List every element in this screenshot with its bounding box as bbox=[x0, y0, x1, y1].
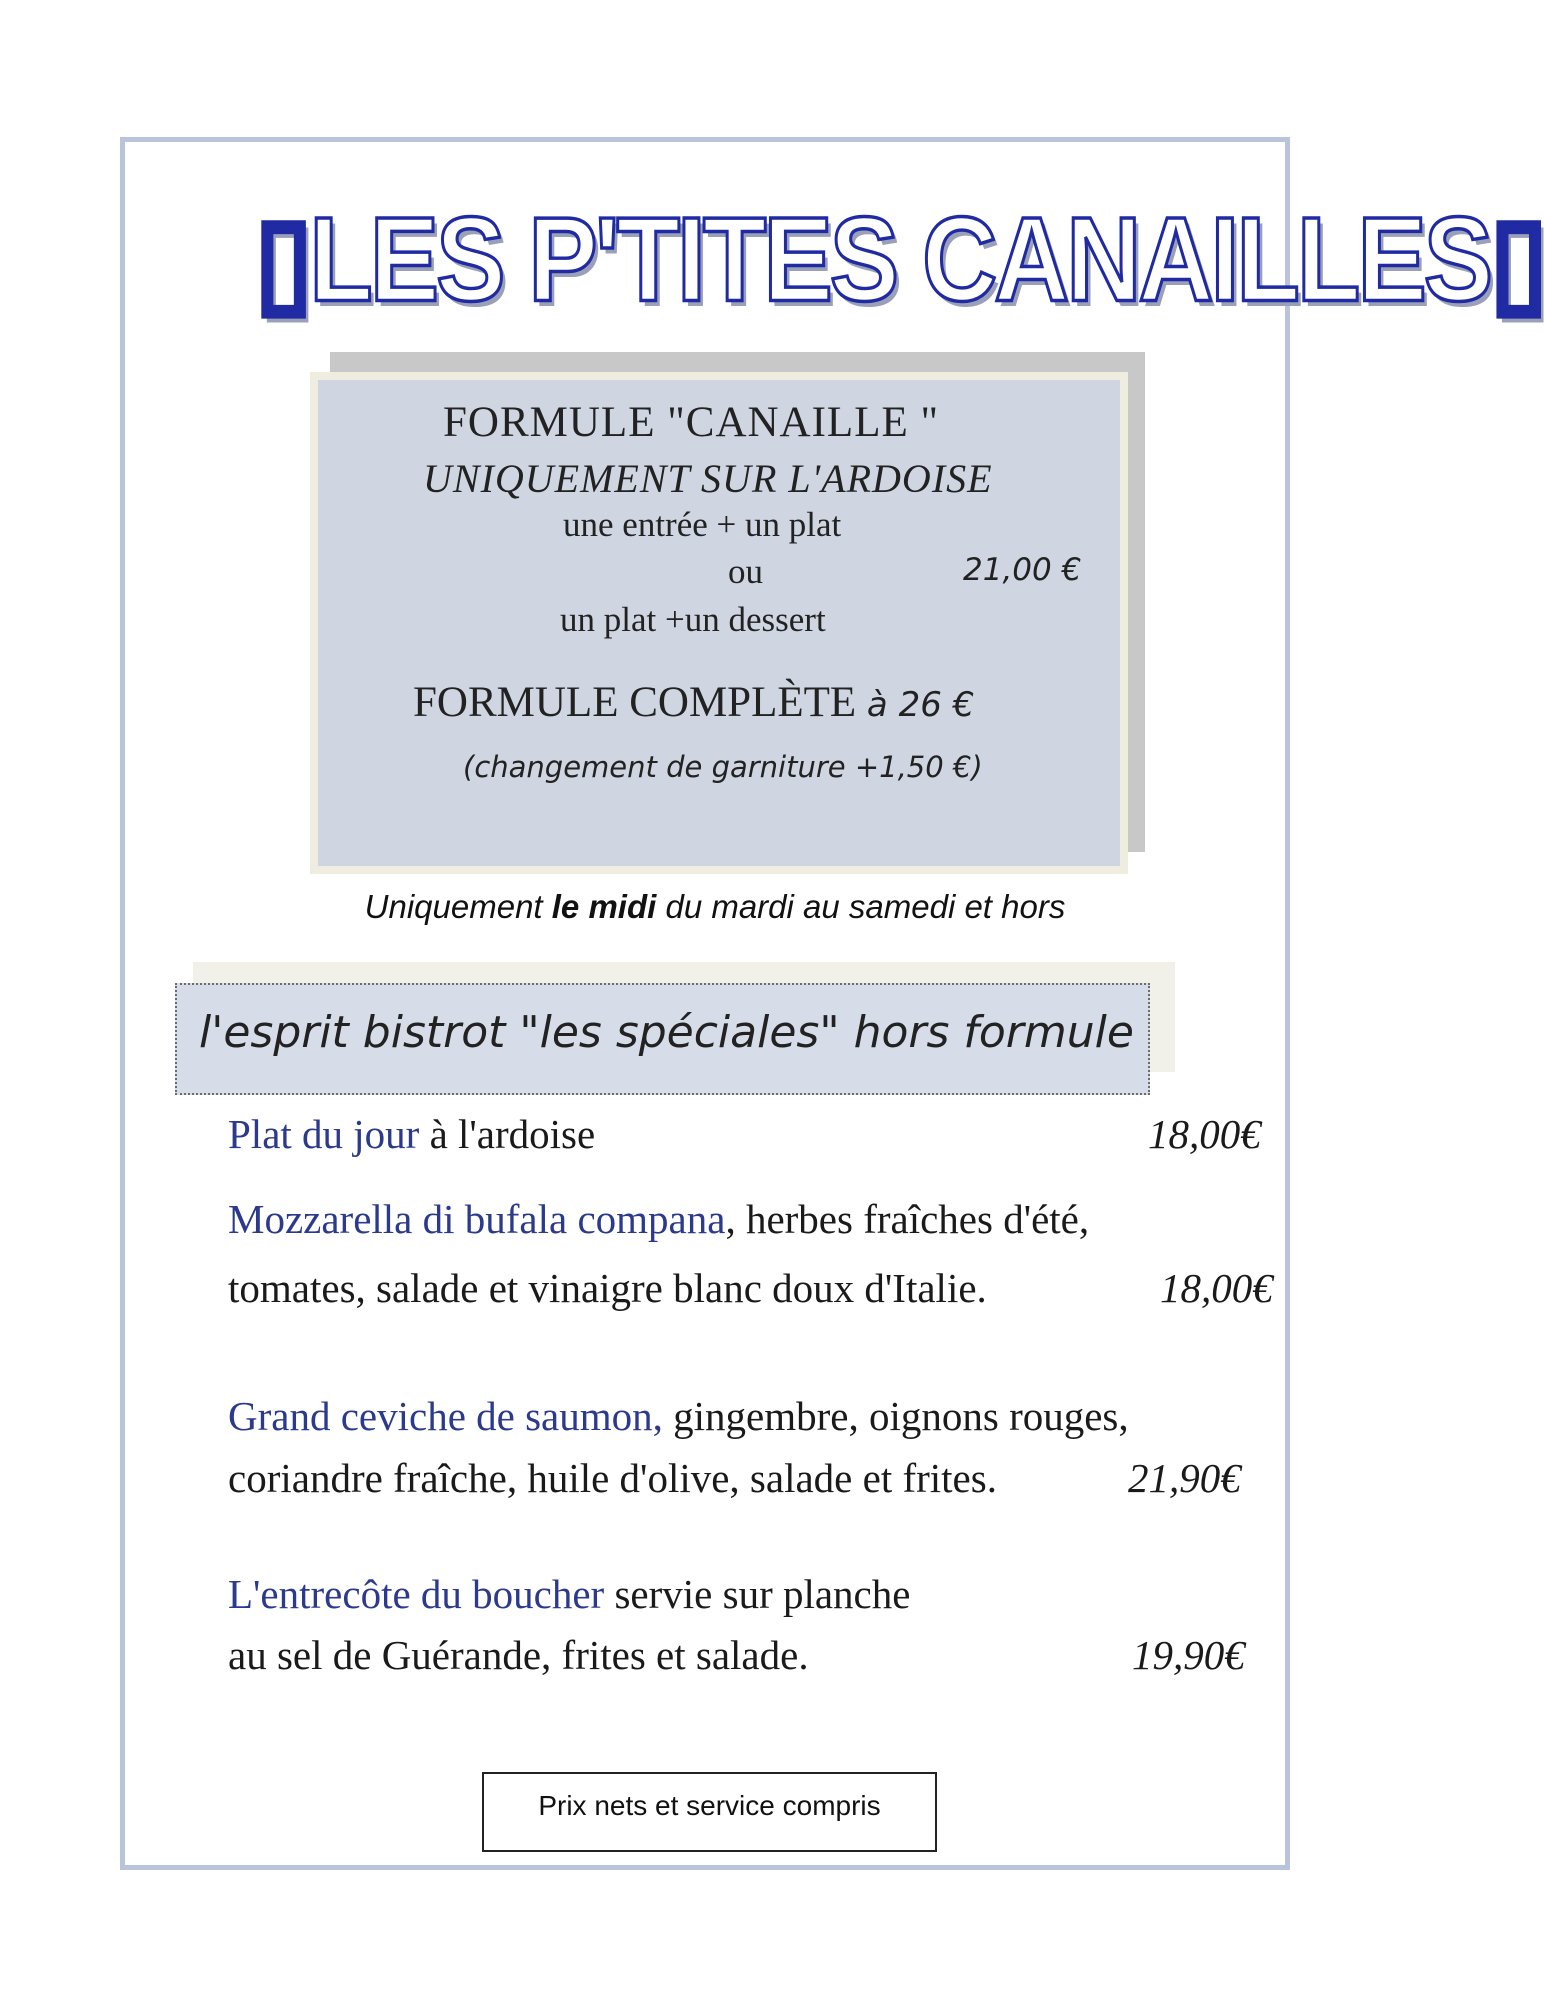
dish-2-line-2: tomates, salade et vinaigre blanc doux d'Italie. bbox=[228, 1265, 987, 1311]
dish-3-line-1 bbox=[228, 1392, 1129, 1440]
dish-3-desc-1: gingembre, oignons rouges, bbox=[662, 1393, 1129, 1439]
dish-3-name: Grand ceviche de saumon, bbox=[228, 1393, 663, 1439]
formule-complete-price: à 26 € bbox=[866, 685, 975, 725]
midi-note-bold: le midi bbox=[551, 888, 657, 925]
formule-option-1: une entrée + un plat bbox=[563, 505, 842, 544]
dish-4-desc-1: servie sur planche bbox=[604, 1571, 911, 1617]
midi-note-before: Uniquement bbox=[364, 888, 552, 925]
specials-heading-box bbox=[175, 983, 1150, 1095]
dish-1-name: Plat du jour bbox=[228, 1111, 420, 1157]
dish-1-desc-1: à l'ardoise bbox=[419, 1111, 596, 1157]
title-text: LES P'TITES CANAILLES bbox=[309, 193, 1491, 327]
dish-2-desc-1: , herbes fraîches d'été, bbox=[725, 1196, 1090, 1242]
title-bracket-right: ▯ bbox=[1490, 193, 1544, 327]
garniture-note: (changement de garniture +1,50 €) bbox=[463, 750, 983, 784]
formule-title: FORMULE "CANAILLE " bbox=[443, 399, 940, 446]
specials-heading: l'esprit bistrot "les spéciales" hors formule bbox=[199, 1007, 1134, 1058]
dish-2-price: 18,00€ bbox=[1160, 1265, 1273, 1311]
dish-4-line-1 bbox=[228, 1570, 910, 1618]
dish-1-price: 18,00€ bbox=[1148, 1111, 1261, 1157]
dish-2-name: Mozzarella di bufala compana bbox=[228, 1196, 726, 1242]
midi-note-after: du mardi au samedi et hors bbox=[656, 888, 1066, 925]
dish-2-line-1 bbox=[228, 1195, 1089, 1243]
dish-3-price: 21,90€ bbox=[1128, 1455, 1241, 1501]
dish-4-name: L'entrecôte du boucher bbox=[228, 1571, 605, 1617]
dish-4-line-2: au sel de Guérande, frites et salade. bbox=[228, 1632, 809, 1678]
formule-complete bbox=[413, 678, 974, 727]
formule-complete-label: FORMULE COMPLÈTE bbox=[413, 679, 857, 726]
formule-price: 21,00 € bbox=[963, 552, 1082, 588]
midi-note bbox=[0, 888, 1422, 926]
dish-4-price: 19,90€ bbox=[1132, 1632, 1245, 1678]
title-bracket-left: ▯ bbox=[255, 193, 310, 327]
dish-1-line-1 bbox=[228, 1110, 595, 1158]
dish-3-line-2: coriandre fraîche, huile d'olive, salade et frites. bbox=[228, 1455, 997, 1501]
footer-note: Prix nets et service compris bbox=[482, 1772, 937, 1852]
formule-box bbox=[310, 372, 1128, 874]
formule-or: ou bbox=[728, 552, 763, 591]
formule-subtitle: UNIQUEMENT SUR L'ARDOISE bbox=[423, 456, 993, 501]
restaurant-title bbox=[255, 174, 1544, 347]
formule-option-2: un plat +un dessert bbox=[560, 600, 826, 639]
